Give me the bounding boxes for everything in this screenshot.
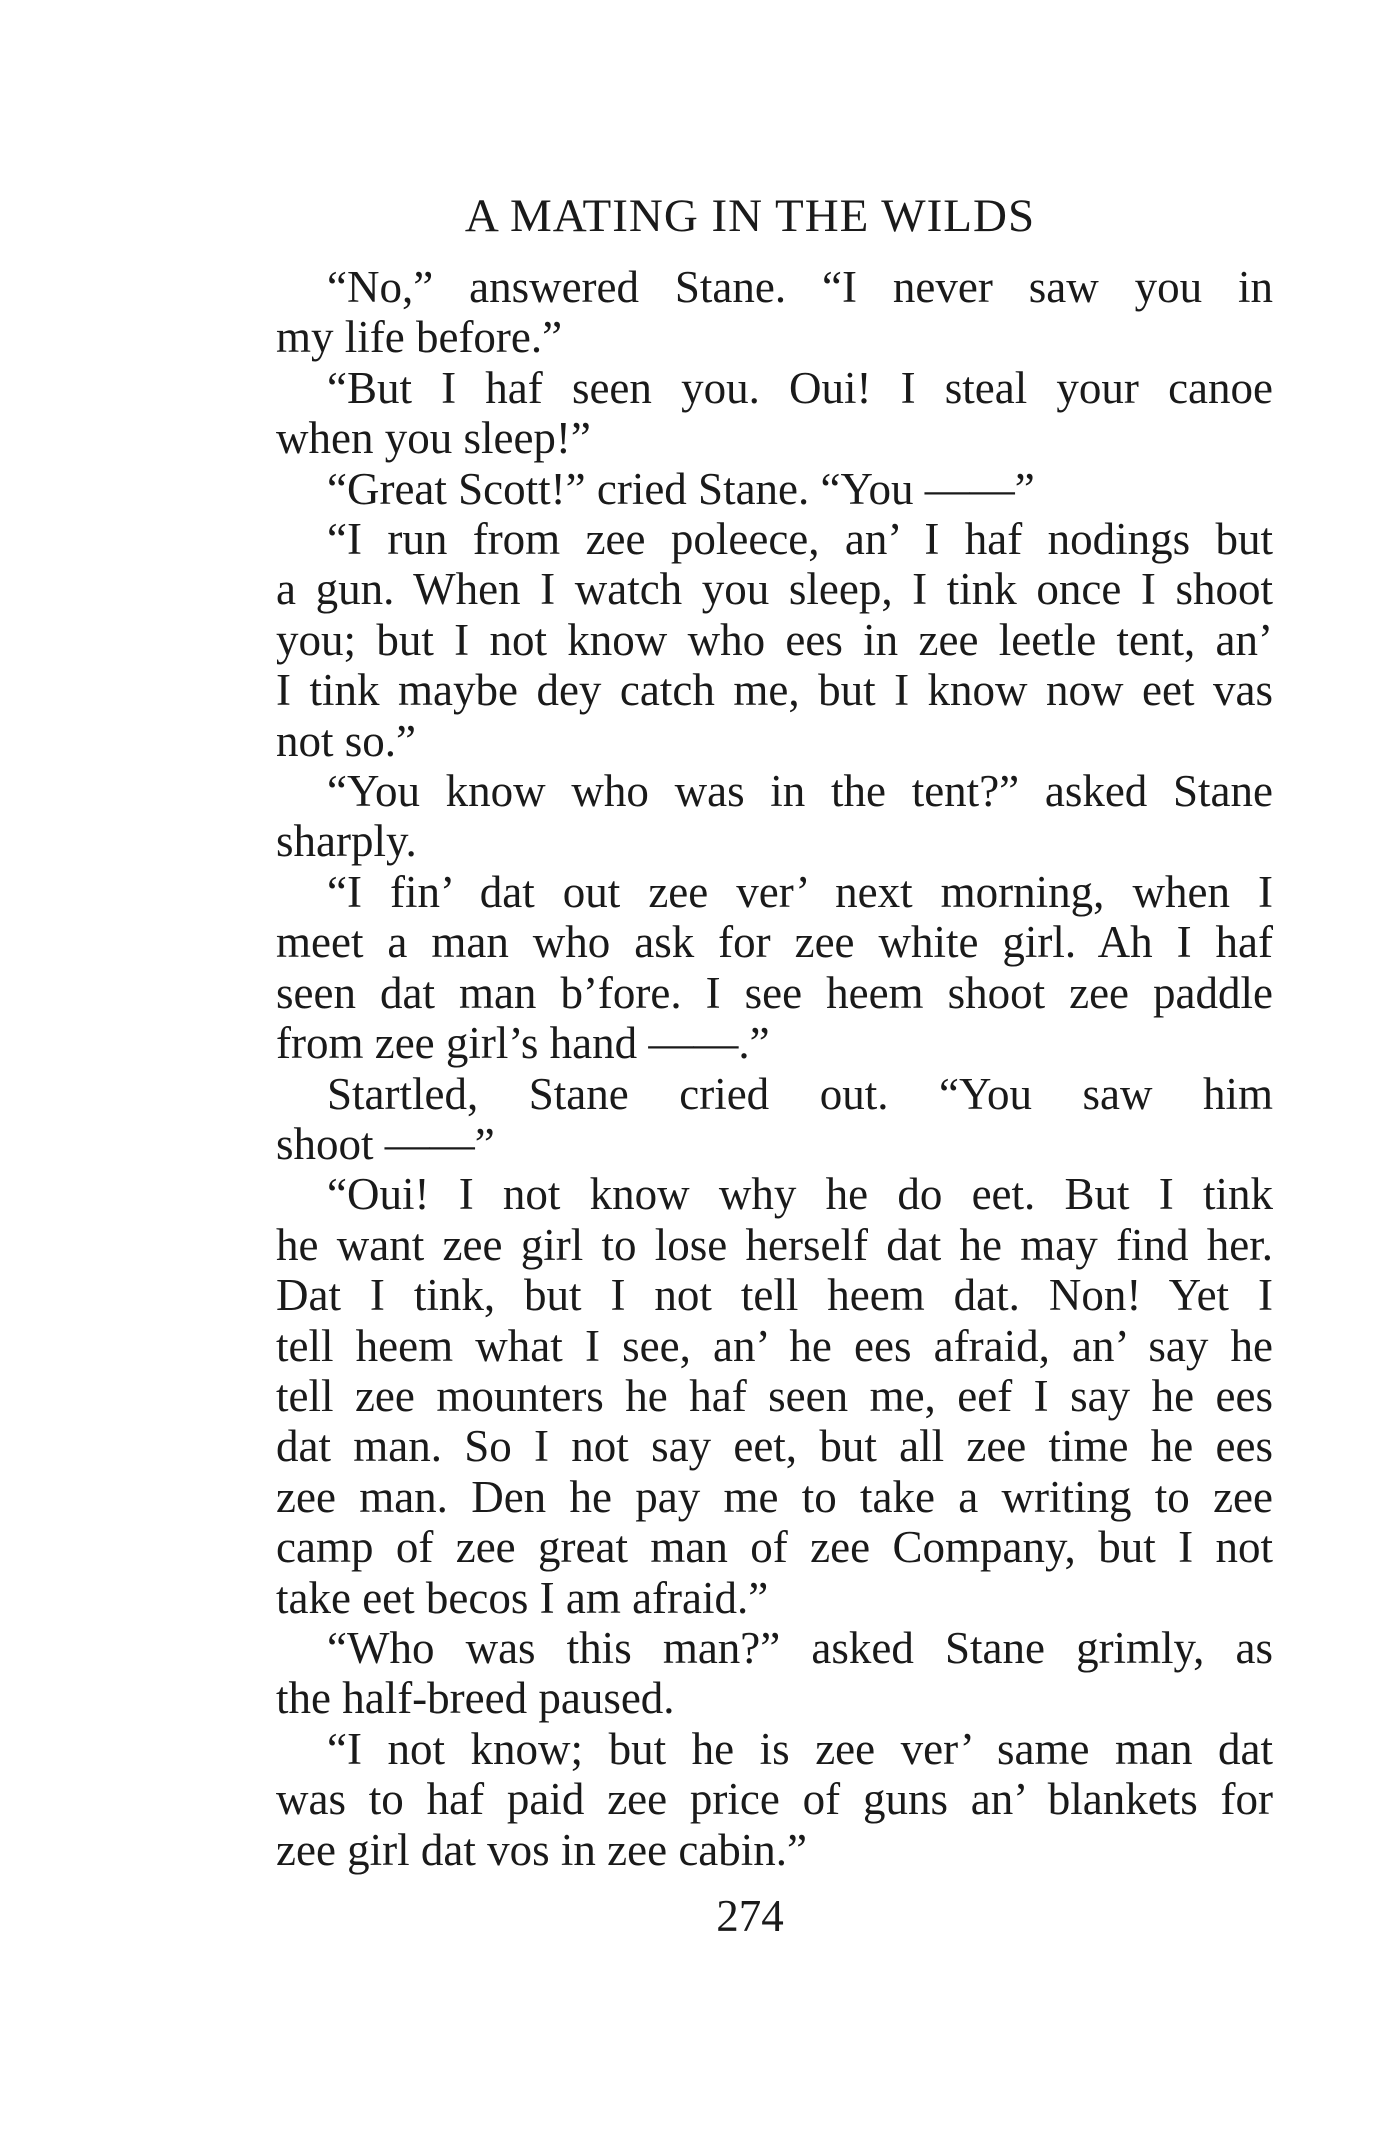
text-line: camp of zee great man of zee Company, but I not xyxy=(276,1522,1273,1573)
paragraph xyxy=(225,514,1273,766)
text-line: seen dat man b’fore. I see heem shoot zee paddle xyxy=(276,967,1273,1018)
text-line: dat man. So I not say eet, but all zee time he ees xyxy=(276,1421,1273,1472)
text-line: “Oui! I not know why he do eet. But I tink xyxy=(327,1169,1273,1220)
text-line: the half-breed paused. xyxy=(276,1673,675,1724)
text-line: zee man. Den he pay me to take a writing to zee xyxy=(276,1471,1273,1522)
text-line: you; but I not know who ees in zee leetle tent, an’ xyxy=(276,614,1273,665)
paragraph xyxy=(225,262,1273,363)
paragraph xyxy=(225,363,1273,464)
text-line: take eet becos I am afraid.” xyxy=(276,1572,769,1623)
text-line: a gun. When I watch you sleep, I tink once I shoot xyxy=(276,564,1273,615)
running-head: A MATING IN THE WILDS xyxy=(464,190,1036,242)
text-line: Dat I tink, but I not tell heem dat. Non! Yet I xyxy=(276,1270,1273,1321)
text-line: shoot ——” xyxy=(276,1118,495,1169)
paragraph xyxy=(225,1724,1273,1875)
text-line: “Who was this man?” asked Stane grimly, as xyxy=(327,1622,1273,1673)
text-line: “No,” answered Stane. “I never saw you in xyxy=(327,262,1273,312)
paragraph xyxy=(225,1169,1273,1623)
text-line: my life before.” xyxy=(276,312,563,363)
paragraph xyxy=(225,766,1273,867)
page-number: 274 xyxy=(716,1891,784,1941)
text-line: sharply. xyxy=(276,816,417,867)
text-line: tell heem what I see, an’ he ees afraid, an’ say he xyxy=(276,1320,1273,1371)
paragraph xyxy=(225,1069,1273,1170)
text-line: he want zee girl to lose herself dat he may find her. xyxy=(276,1219,1273,1270)
text-line: “I fin’ dat out zee ver’ next morning, when I xyxy=(327,866,1273,917)
paragraph xyxy=(225,867,1273,1069)
body-text xyxy=(225,262,1273,1875)
paragraph xyxy=(225,1623,1273,1724)
text-line: “You know who was in the tent?” asked Stane xyxy=(327,766,1273,817)
text-line: meet a man who ask for zee white girl. Ah I haf xyxy=(276,917,1273,968)
text-line: when you sleep!” xyxy=(276,413,591,464)
text-line: “I run from zee poleece, an’ I haf nodings but xyxy=(327,514,1273,565)
text-line: “Great Scott!” cried Stane. “You ——” xyxy=(327,463,1035,514)
text-line: zee girl dat vos in zee cabin.” xyxy=(276,1824,807,1875)
text-line: from zee girl’s hand ——.” xyxy=(276,1018,770,1069)
text-line: “I not know; but he is zee ver’ same man dat xyxy=(327,1723,1273,1774)
text-line: I tink maybe dey catch me, but I know now eet vas xyxy=(276,665,1273,716)
text-line: Startled, Stane cried out. “You saw him xyxy=(327,1068,1273,1119)
text-line: not so.” xyxy=(276,715,416,766)
text-line: “But I haf seen you. Oui! I steal your canoe xyxy=(327,362,1273,413)
paragraph xyxy=(225,464,1273,514)
text-line: tell zee mounters he haf seen me, eef I say he ees xyxy=(276,1370,1273,1421)
text-line: was to haf paid zee price of guns an’ blankets for xyxy=(276,1774,1273,1825)
